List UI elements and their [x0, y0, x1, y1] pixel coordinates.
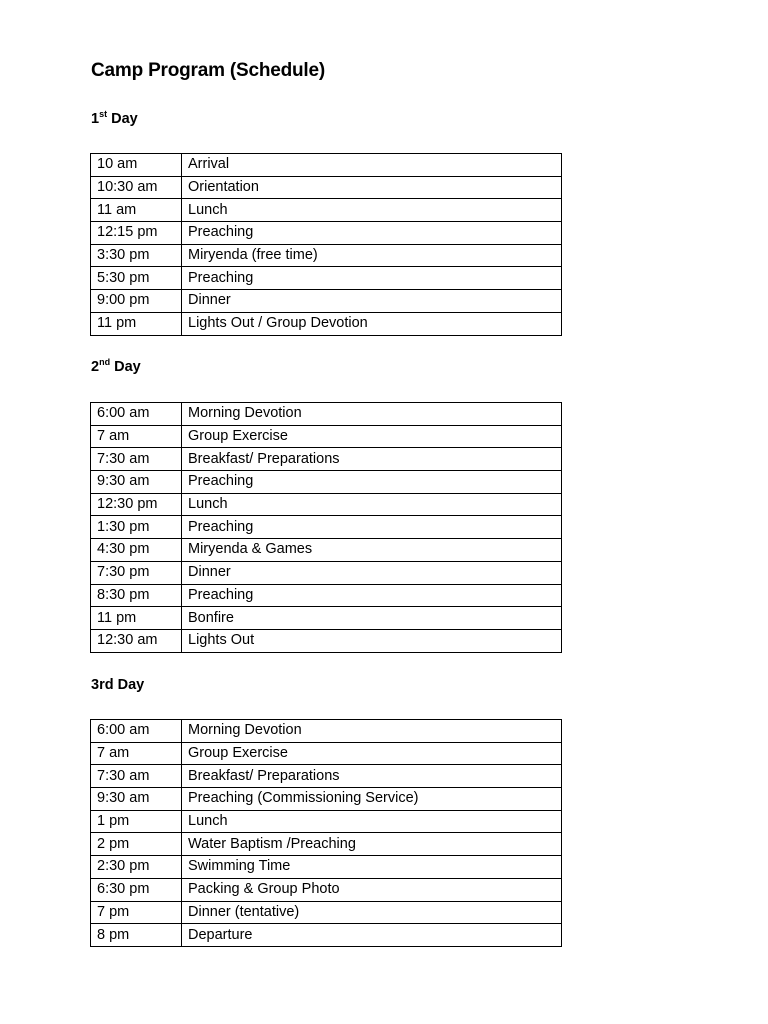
table-row — [91, 607, 562, 630]
table-row — [91, 742, 562, 765]
table-row — [91, 267, 562, 290]
table-row — [91, 539, 562, 562]
time-cell: 7:30 pm — [91, 561, 182, 584]
activity-cell: Preaching — [182, 584, 562, 607]
time-cell: 8 pm — [91, 924, 182, 947]
activity-cell: Packing & Group Photo — [182, 878, 562, 901]
time-cell: 2 pm — [91, 833, 182, 856]
table-row — [91, 199, 562, 222]
time-cell: 10:30 am — [91, 176, 182, 199]
activity-cell: Preaching (Commissioning Service) — [182, 788, 562, 811]
day-heading-ordinal: st — [99, 109, 108, 119]
table-row — [91, 222, 562, 245]
activity-cell: Miryenda (free time) — [182, 244, 562, 267]
day-3-schedule-table — [90, 719, 562, 947]
day-2-heading — [91, 359, 141, 375]
day-heading-number: 3rd Day — [91, 677, 145, 693]
activity-cell: Swimming Time — [182, 856, 562, 879]
activity-cell: Dinner — [182, 561, 562, 584]
day-1-heading — [91, 111, 138, 127]
time-cell: 9:30 am — [91, 471, 182, 494]
time-cell: 7 pm — [91, 901, 182, 924]
activity-cell: Lunch — [182, 810, 562, 833]
activity-cell: Bonfire — [182, 607, 562, 630]
table-row — [91, 471, 562, 494]
time-cell: 6:00 am — [91, 720, 182, 743]
table-row — [91, 448, 562, 471]
table-row — [91, 629, 562, 652]
table-row — [91, 924, 562, 947]
day-heading-number: 1 — [91, 111, 100, 127]
time-cell: 7:30 am — [91, 448, 182, 471]
time-cell: 2:30 pm — [91, 856, 182, 879]
activity-cell: Dinner — [182, 290, 562, 313]
activity-cell: Miryenda & Games — [182, 539, 562, 562]
table-row — [91, 290, 562, 313]
page-title: Camp Program (Schedule) — [91, 60, 326, 81]
table-row — [91, 901, 562, 924]
day-heading-ordinal: nd — [99, 357, 111, 367]
time-cell: 12:30 am — [91, 629, 182, 652]
time-cell: 7:30 am — [91, 765, 182, 788]
table-row — [91, 810, 562, 833]
time-cell: 11 pm — [91, 607, 182, 630]
table-row — [91, 765, 562, 788]
table-row — [91, 493, 562, 516]
activity-cell: Lunch — [182, 493, 562, 516]
activity-cell: Preaching — [182, 222, 562, 245]
table-row — [91, 176, 562, 199]
activity-cell: Departure — [182, 924, 562, 947]
activity-cell: Morning Devotion — [182, 720, 562, 743]
time-cell: 5:30 pm — [91, 267, 182, 290]
time-cell: 1 pm — [91, 810, 182, 833]
time-cell: 1:30 pm — [91, 516, 182, 539]
time-cell: 11 pm — [91, 312, 182, 335]
time-cell: 9:30 am — [91, 788, 182, 811]
activity-cell: Lights Out — [182, 629, 562, 652]
time-cell: 12:15 pm — [91, 222, 182, 245]
table-row — [91, 244, 562, 267]
table-row — [91, 425, 562, 448]
table-row — [91, 561, 562, 584]
activity-cell: Preaching — [182, 267, 562, 290]
table-row — [91, 516, 562, 539]
activity-cell: Preaching — [182, 471, 562, 494]
time-cell: 10 am — [91, 154, 182, 177]
activity-cell: Group Exercise — [182, 742, 562, 765]
day-heading-suffix: Day — [110, 359, 141, 375]
table-row — [91, 788, 562, 811]
table-row — [91, 856, 562, 879]
activity-cell: Preaching — [182, 516, 562, 539]
table-row — [91, 720, 562, 743]
table-row — [91, 833, 562, 856]
activity-cell: Dinner (tentative) — [182, 901, 562, 924]
time-cell: 6:00 am — [91, 403, 182, 426]
time-cell: 11 am — [91, 199, 182, 222]
activity-cell: Group Exercise — [182, 425, 562, 448]
day-2-schedule-table — [90, 402, 562, 653]
day-heading-suffix: Day — [107, 111, 138, 127]
activity-cell: Water Baptism /Preaching — [182, 833, 562, 856]
activity-cell: Lights Out / Group Devotion — [182, 312, 562, 335]
table-row — [91, 403, 562, 426]
table-row — [91, 312, 562, 335]
activity-cell: Orientation — [182, 176, 562, 199]
activity-cell: Morning Devotion — [182, 403, 562, 426]
time-cell: 8:30 pm — [91, 584, 182, 607]
table-row — [91, 154, 562, 177]
activity-cell: Breakfast/ Preparations — [182, 765, 562, 788]
table-row — [91, 878, 562, 901]
day-1-schedule-table — [90, 153, 562, 336]
time-cell: 12:30 pm — [91, 493, 182, 516]
day-heading-number: 2 — [91, 359, 100, 375]
table-row — [91, 584, 562, 607]
time-cell: 7 am — [91, 742, 182, 765]
time-cell: 9:00 pm — [91, 290, 182, 313]
activity-cell: Breakfast/ Preparations — [182, 448, 562, 471]
time-cell: 6:30 pm — [91, 878, 182, 901]
time-cell: 4:30 pm — [91, 539, 182, 562]
day-3-heading — [91, 677, 144, 693]
time-cell: 7 am — [91, 425, 182, 448]
activity-cell: Arrival — [182, 154, 562, 177]
activity-cell: Lunch — [182, 199, 562, 222]
time-cell: 3:30 pm — [91, 244, 182, 267]
